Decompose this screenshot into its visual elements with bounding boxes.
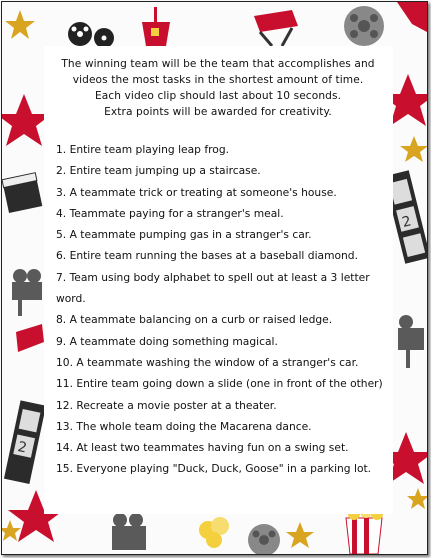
task-item: 11. Entire team going down a slide (one in front of the other) bbox=[56, 377, 383, 391]
task-item: 8. A teammate balancing on a curb or raised ledge. bbox=[56, 313, 333, 327]
task-item: 6. Entire team running the bases at a baseball diamond. bbox=[56, 249, 358, 263]
clapperboard-icon bbox=[2, 173, 42, 213]
intro-line: videos the most tasks in the shortest amount of time. bbox=[72, 74, 364, 86]
task-list bbox=[56, 139, 396, 480]
task-item: 5. A teammate pumping gas in a stranger's car. bbox=[56, 228, 312, 242]
film-reel-icon bbox=[248, 524, 280, 554]
popcorn-icon bbox=[199, 517, 229, 548]
intro-line: The winning team will be the team that accomplishes and bbox=[61, 58, 375, 70]
task-item: 1. Entire team playing leap frog. bbox=[56, 143, 230, 156]
task-item: 10. A teammate washing the window of a stranger's car. bbox=[56, 355, 359, 369]
intro-line: Extra points will be awarded for creativity. bbox=[104, 106, 332, 118]
movie-camera-icon bbox=[398, 315, 424, 368]
film-reel-icon bbox=[344, 6, 384, 46]
movie-camera-icon bbox=[12, 269, 42, 316]
task-item: 15. Everyone playing "Duck, Duck, Goose" in a parking lot. bbox=[56, 462, 372, 476]
gold-star-icon bbox=[400, 136, 427, 162]
gold-star-icon bbox=[286, 522, 314, 548]
film-strip-icon bbox=[4, 400, 46, 484]
task-item: 3. A teammate trick or treating at someone's house. bbox=[56, 185, 337, 199]
gold-star-icon bbox=[407, 488, 427, 509]
intro-line: Each video clip should last about 10 seconds. bbox=[94, 90, 342, 102]
intro-paragraph bbox=[48, 56, 388, 120]
task-item: 9. A teammate doing something magical. bbox=[56, 334, 278, 348]
poster-frame bbox=[1, 1, 428, 555]
task-item: 7. Team using body alphabet to spell out at least a 3 letter word. bbox=[56, 270, 370, 306]
red-ribbon-decoration bbox=[397, 2, 427, 32]
svg-text:2: 2 bbox=[400, 213, 413, 232]
task-item: 12. Recreate a movie poster at a theater. bbox=[56, 398, 277, 412]
movie-camera-icon bbox=[68, 22, 114, 48]
task-item: 2. Entire team jumping up a staircase. bbox=[56, 164, 261, 178]
director-chair-icon bbox=[16, 324, 44, 352]
task-item: 14. At least two teammates having fun on a swing set. bbox=[56, 441, 349, 455]
soda-cup-icon bbox=[142, 7, 170, 46]
task-item: 13. The whole team doing the Macarena dance. bbox=[56, 419, 312, 433]
movie-camera-icon bbox=[112, 513, 146, 550]
gold-star-icon bbox=[5, 10, 35, 39]
director-chair-icon bbox=[254, 10, 298, 46]
gold-star-icon bbox=[2, 520, 21, 541]
task-item: 4. Teammate paying for a stranger's meal. bbox=[56, 206, 284, 220]
svg-text:2: 2 bbox=[16, 439, 29, 457]
